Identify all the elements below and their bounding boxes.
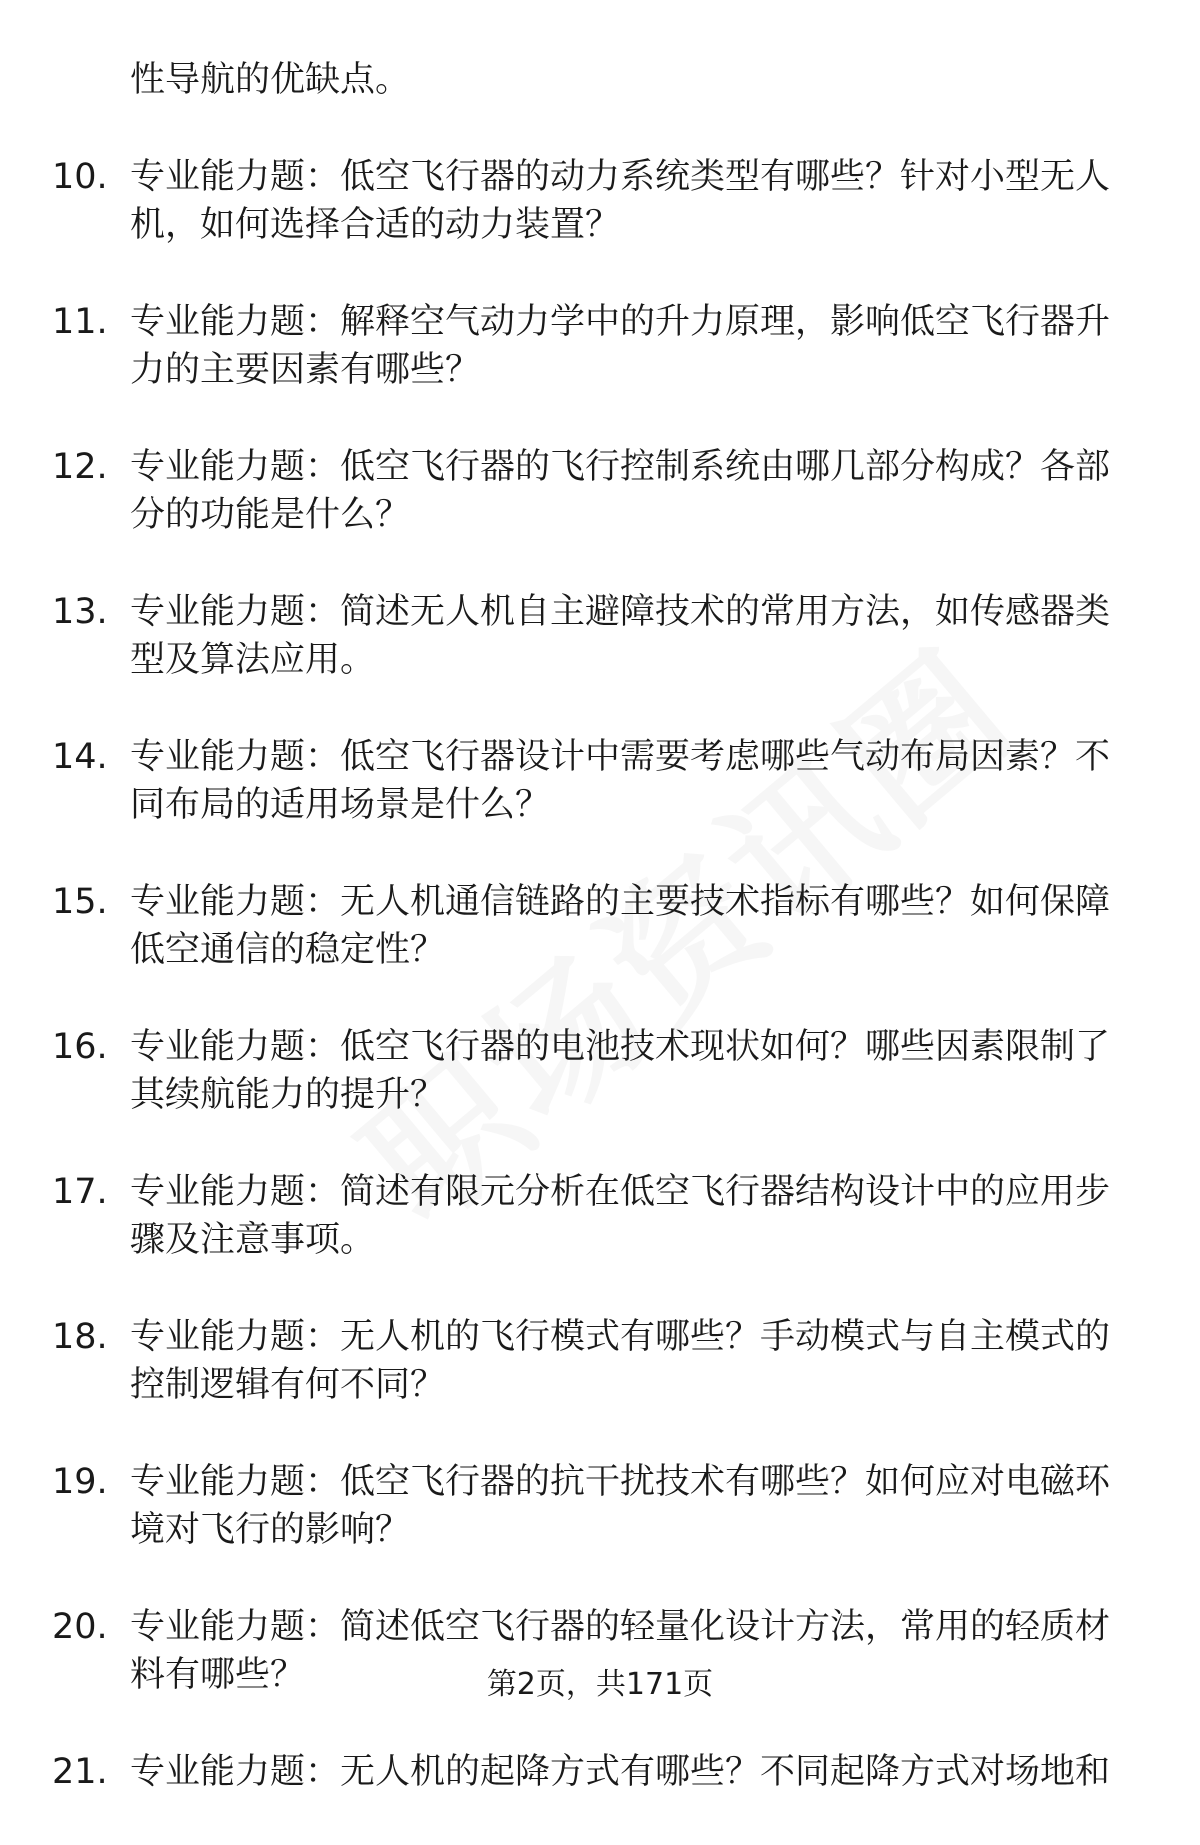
list-item (0, 298, 1200, 394)
item-text: 专业能力题：简述低空飞行器的轻量化设计方法，常用的轻质材料有哪些？ (130, 1607, 1111, 1695)
item-number: 11. (52, 302, 108, 342)
item-number: 14. (52, 737, 108, 777)
item-text: 专业能力题：低空飞行器的抗干扰技术有哪些？如何应对电磁环境对飞行的影响？ (130, 1462, 1111, 1550)
item-text: 专业能力题：低空飞行器的飞行控制系统由哪几部分构成？各部分的功能是什么？ (130, 447, 1111, 535)
item-text: 专业能力题：简述无人机自主避障技术的常用方法，如传感器类型及算法应用。 (130, 592, 1111, 680)
item-number: 13. (52, 592, 108, 632)
list-item (0, 1168, 1200, 1264)
item-number: 16. (52, 1027, 108, 1067)
item-text: 专业能力题：低空飞行器的电池技术现状如何？哪些因素限制了其续航能力的提升？ (130, 1027, 1111, 1115)
list-item (0, 56, 1200, 104)
item-number: 19. (52, 1462, 108, 1502)
list-item (0, 153, 1200, 249)
list-item (0, 443, 1200, 539)
item-text: 专业能力题：简述有限元分析在低空飞行器结构设计中的应用步骤及注意事项。 (130, 1172, 1111, 1260)
list-item (0, 588, 1200, 684)
list-item (0, 1313, 1200, 1409)
page-number-footer: 第2页，共171页 (486, 1667, 714, 1702)
item-number: 12. (52, 447, 108, 487)
item-number: 18. (52, 1317, 108, 1357)
question-list (0, 56, 1200, 1845)
item-number: 15. (52, 882, 108, 922)
item-number: 10. (52, 157, 108, 197)
item-number: 17. (52, 1172, 108, 1212)
item-text: 专业能力题：无人机的飞行模式有哪些？手动模式与自主模式的控制逻辑有何不同？ (130, 1317, 1111, 1405)
list-item (0, 878, 1200, 974)
item-text: 专业能力题：低空飞行器设计中需要考虑哪些气动布局因素？不同布局的适用场景是什么？ (130, 737, 1111, 825)
list-item (0, 1023, 1200, 1119)
item-number: 21. (52, 1752, 108, 1792)
list-item (0, 1458, 1200, 1554)
item-text: 专业能力题：解释空气动力学中的升力原理，影响低空飞行器升力的主要因素有哪些？ (130, 302, 1111, 390)
item-text: 专业能力题：低空飞行器的动力系统类型有哪些？针对小型无人机，如何选择合适的动力装置？ (130, 157, 1111, 245)
item-number: 20. (52, 1607, 108, 1647)
list-item (0, 733, 1200, 829)
list-item (0, 1748, 1200, 1796)
item-text: 性导航的优缺点。 (130, 60, 411, 100)
item-text: 专业能力题：无人机的起降方式有哪些？不同起降方式对场地和 (130, 1752, 1111, 1792)
item-text: 专业能力题：无人机通信链路的主要技术指标有哪些？如何保障低空通信的稳定性？ (130, 882, 1111, 970)
